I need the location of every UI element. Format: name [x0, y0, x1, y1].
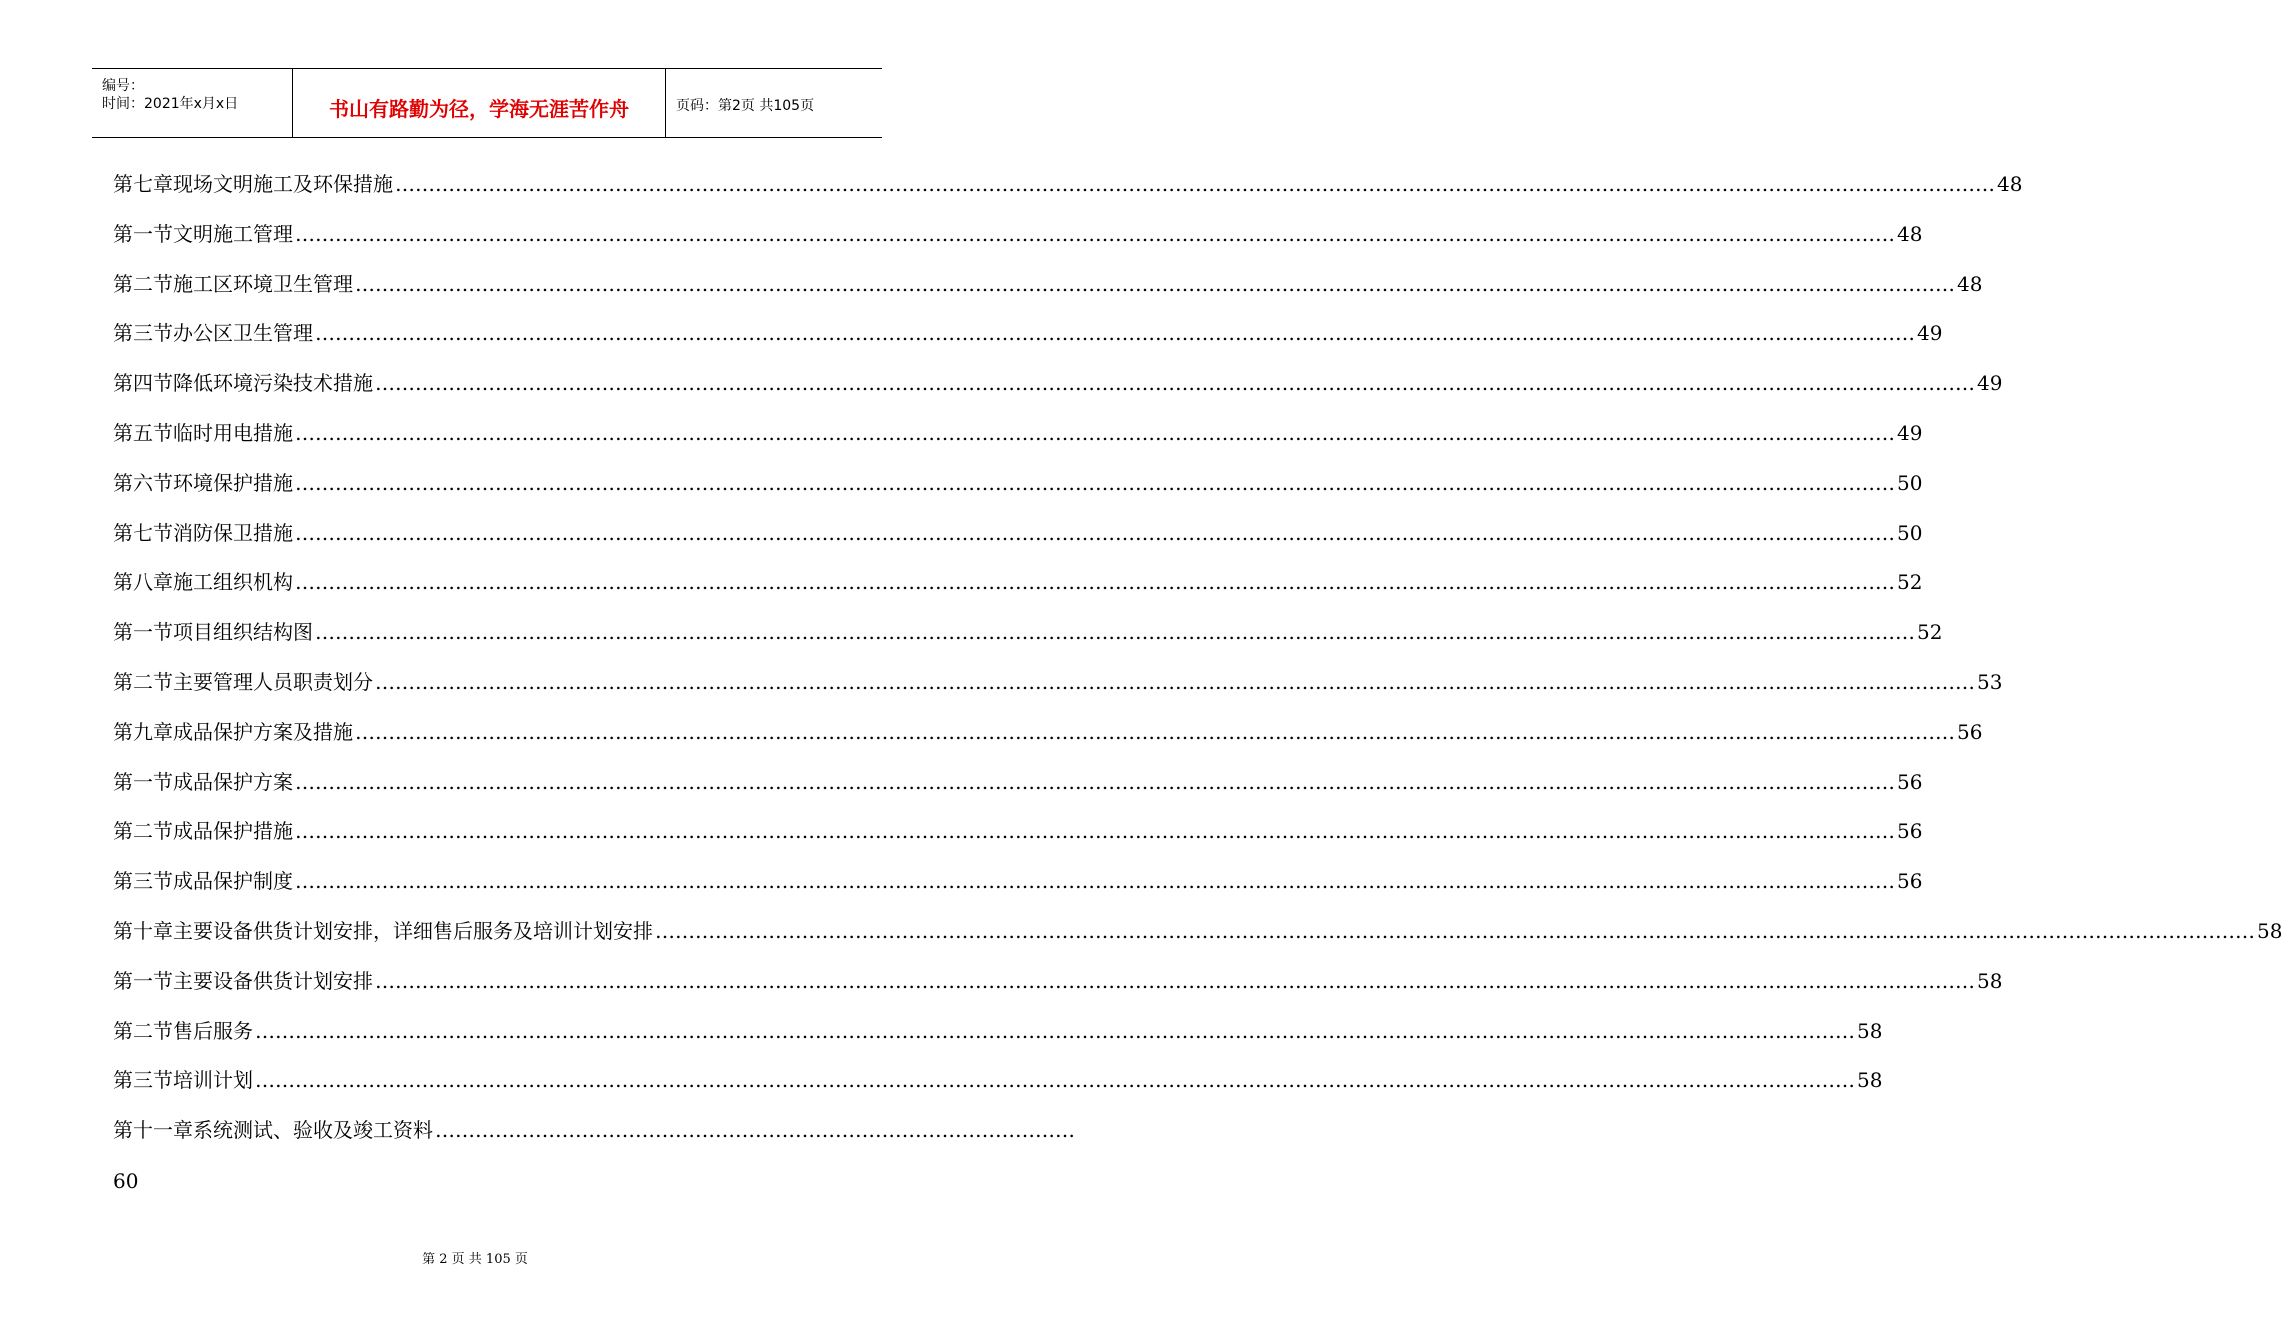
- toc-entry[interactable]: [113, 708, 1983, 758]
- toc-leader-dots: ……………………………………………………………………………………………………………………………………………………………………………………………………………………: [295, 819, 1895, 844]
- toc-entry[interactable]: [113, 957, 2003, 1007]
- toc-entry-number: 第五节: [113, 420, 173, 445]
- toc-entry-title: 成品保护措施: [173, 819, 293, 844]
- toc-entry-page: 53: [1977, 669, 2003, 694]
- toc-leader-dots: ……………………………………………………………………………………………………………………………………………………………………………………………………………………: [255, 1018, 1855, 1043]
- toc-entry-title: 培训计划: [173, 1068, 253, 1093]
- toc-entry-title: 主要设备供货计划安排，详细售后服务及培训计划安排: [173, 918, 653, 943]
- toc-entry[interactable]: [113, 1007, 1883, 1057]
- toc-entry-number: 第一节: [113, 221, 173, 246]
- toc-entry-title: 主要设备供货计划安排: [173, 968, 373, 993]
- toc-entry-title: 施工区环境卫生管理: [173, 271, 353, 296]
- toc-entry[interactable]: [113, 608, 1943, 658]
- toc-entry[interactable]: [113, 210, 1923, 260]
- toc-entry-page: 56: [1897, 819, 1923, 844]
- toc-entry-page: 49: [1897, 420, 1923, 445]
- toc-entry[interactable]: [113, 459, 1923, 509]
- toc-entry-number: 第三节: [113, 321, 173, 346]
- toc-entry[interactable]: [113, 309, 1943, 359]
- toc-entry-page: 58: [2257, 918, 2282, 943]
- toc-entry-number: 第九章: [113, 719, 173, 744]
- header-left-cell: [92, 69, 293, 137]
- header-motto: 书山有路勤为径，学海无涯苦作舟: [329, 97, 629, 121]
- toc-entry-title: 售后服务: [173, 1018, 253, 1043]
- toc-entry-title: 成品保护方案及措施: [173, 719, 353, 744]
- toc-leader-dots: ……………………………………………………………………………………………………………………………………………………………………………………………………………………: [295, 470, 1895, 495]
- toc-leader-dots: ……………………………………………………………………………………………………………………………………………………………………………………………………………………: [255, 1068, 1855, 1093]
- toc-entry-title: 成品保护方案: [173, 769, 293, 794]
- toc-entry-page: 56: [1897, 869, 1923, 894]
- toc-entry-number: 第二节: [113, 669, 173, 694]
- toc-entry-title: 降低环境污染技术措施: [173, 371, 373, 396]
- toc-entry[interactable]: [113, 758, 1923, 808]
- toc-entry[interactable]: [113, 807, 1923, 857]
- toc-entry[interactable]: [113, 409, 1923, 459]
- toc-entry[interactable]: [113, 658, 2003, 708]
- toc-leader-dots: ……………………………………………………………………………………………………………………………………………………………………………………………………………………: [375, 371, 1975, 396]
- toc-entry-page: 50: [1897, 470, 1923, 495]
- toc-entry-wrapped[interactable]: [113, 1106, 1075, 1206]
- toc-entry[interactable]: [113, 260, 1983, 310]
- toc-entry-number: 第三节: [113, 1068, 173, 1093]
- toc-entry-number: 第十一章: [113, 1118, 193, 1143]
- toc-leader-dots: ……………………………………………………………………………………………………………………………………………………………………………………………………………………: [295, 520, 1895, 545]
- toc-entry-page: 48: [1957, 271, 1983, 296]
- toc-entry-page: 58: [1857, 1068, 1883, 1093]
- toc-entry-number: 第三节: [113, 869, 173, 894]
- toc-entry[interactable]: [113, 160, 2023, 210]
- toc-leader-dots: ……………………………………………………………………………………………………………………………………………………………………………………………………………………: [655, 918, 2255, 943]
- toc-entry[interactable]: [113, 1056, 1883, 1106]
- toc-leader-dots: ……………………………………………………………………………………………………………………………………………………………………………………………………………………: [295, 570, 1895, 595]
- toc-leader-dots: ……………………………………………………………………………………………………………………………………………………………………………………………………………………: [295, 869, 1895, 894]
- toc-entry[interactable]: [113, 509, 1923, 559]
- toc-entry-title: 临时用电措施: [173, 420, 293, 445]
- toc-leader-dots: ……………………………………………………………………………………………………………………………………………………………………………………………………………………: [295, 221, 1895, 246]
- toc-entry-page: 48: [1897, 221, 1923, 246]
- toc-leader-dots: ……………………………………………………………………………………………………………………………………………………………………………………………………………………: [315, 620, 1915, 645]
- toc-entry[interactable]: [113, 857, 1923, 907]
- toc-entry-page: 52: [1897, 570, 1923, 595]
- toc-entry-page: 60: [113, 1168, 139, 1193]
- toc-entry-title: 施工组织机构: [173, 570, 293, 595]
- toc-entry-number: 第一节: [113, 968, 173, 993]
- page-footer: 第 2 页 共 105 页: [422, 1252, 528, 1267]
- toc-entry-page: 56: [1957, 719, 1983, 744]
- toc-entry-page: 50: [1897, 520, 1923, 545]
- toc-entry-page: 58: [1857, 1018, 1883, 1043]
- toc-entry-number: 第八章: [113, 570, 173, 595]
- doc-time-label: 时间：2021年x月x日: [102, 96, 239, 112]
- toc-entry-title: 环境保护措施: [173, 470, 293, 495]
- toc-leader-dots: ……………………………………………………………………………………………………………………………………………………………………………………………………………………: [375, 669, 1975, 694]
- toc-entry-number: 第六节: [113, 470, 173, 495]
- toc-entry-title: 消防保卫措施: [173, 520, 293, 545]
- toc-leader-dots: ……………………………………………………………………………………………………………………………………………………………………………………………………………………: [295, 769, 1895, 794]
- toc-entry-title: 办公区卫生管理: [173, 321, 313, 346]
- toc-leader-dots: ……………………………………………………………………………………………………………………………………………………………………………………………………………………: [355, 719, 1955, 744]
- toc-entry-page: 49: [1917, 321, 1943, 346]
- doc-id-label: 编号：: [102, 78, 144, 94]
- toc-entry-title: 主要管理人员职责划分: [173, 669, 373, 694]
- toc-entry-page: 56: [1897, 769, 1923, 794]
- toc-entry-number: 第十章: [113, 918, 173, 943]
- toc-entry-number: 第一节: [113, 620, 173, 645]
- toc-entry-page: 58: [1977, 968, 2003, 993]
- toc-leader-dots: ……………………………………………………………………………………………………………………………………………………………………………………………………………………: [355, 271, 1955, 296]
- toc-entry-page: 48: [1997, 172, 2023, 196]
- toc-entry-page: 52: [1917, 620, 1943, 645]
- toc-entry-title: 现场文明施工及环保措施: [173, 172, 393, 196]
- toc-entry-title: 项目组织结构图: [173, 620, 313, 645]
- header-middle-cell: [293, 69, 666, 137]
- toc-leader-dots: ……………………………………………………………………………………………………………………………………………………………………………………………………………………: [315, 321, 1915, 346]
- toc-entry[interactable]: [113, 558, 1923, 608]
- toc-entry-title: 成品保护制度: [173, 869, 293, 894]
- toc-entry-number: 第二节: [113, 271, 173, 296]
- toc-entry-page: 49: [1977, 371, 2003, 396]
- toc-entry-title: 系统测试、验收及竣工资料: [193, 1118, 433, 1143]
- toc-leader-dots: ……………………………………………………………………………………………………………………………………………………………………………………………………………………: [295, 420, 1895, 445]
- toc-entry-title: 文明施工管理: [173, 221, 293, 246]
- toc-leader-dots: ……………………………………………………………………………………: [435, 1118, 1075, 1143]
- toc-entry-number: 第七节: [113, 520, 173, 545]
- toc-entry-number: 第七章: [113, 172, 173, 196]
- toc-entry-number: 第二节: [113, 819, 173, 844]
- toc-entry-number: 第一节: [113, 769, 173, 794]
- toc-leader-dots: ……………………………………………………………………………………………………………………………………………………………………………………………………………………: [375, 968, 1975, 993]
- header-page-info: 页码：第2页 共105页: [676, 98, 815, 114]
- toc-leader-dots: ……………………………………………………………………………………………………………………………………………………………………………………………………………………: [395, 172, 1995, 196]
- table-of-contents: [113, 160, 2282, 1206]
- page-header: [92, 68, 882, 138]
- toc-entry[interactable]: [113, 907, 2282, 957]
- header-right-cell: [666, 69, 882, 137]
- toc-entry[interactable]: [113, 359, 2003, 409]
- toc-entry-number: 第二节: [113, 1018, 173, 1043]
- toc-entry-number: 第四节: [113, 371, 173, 396]
